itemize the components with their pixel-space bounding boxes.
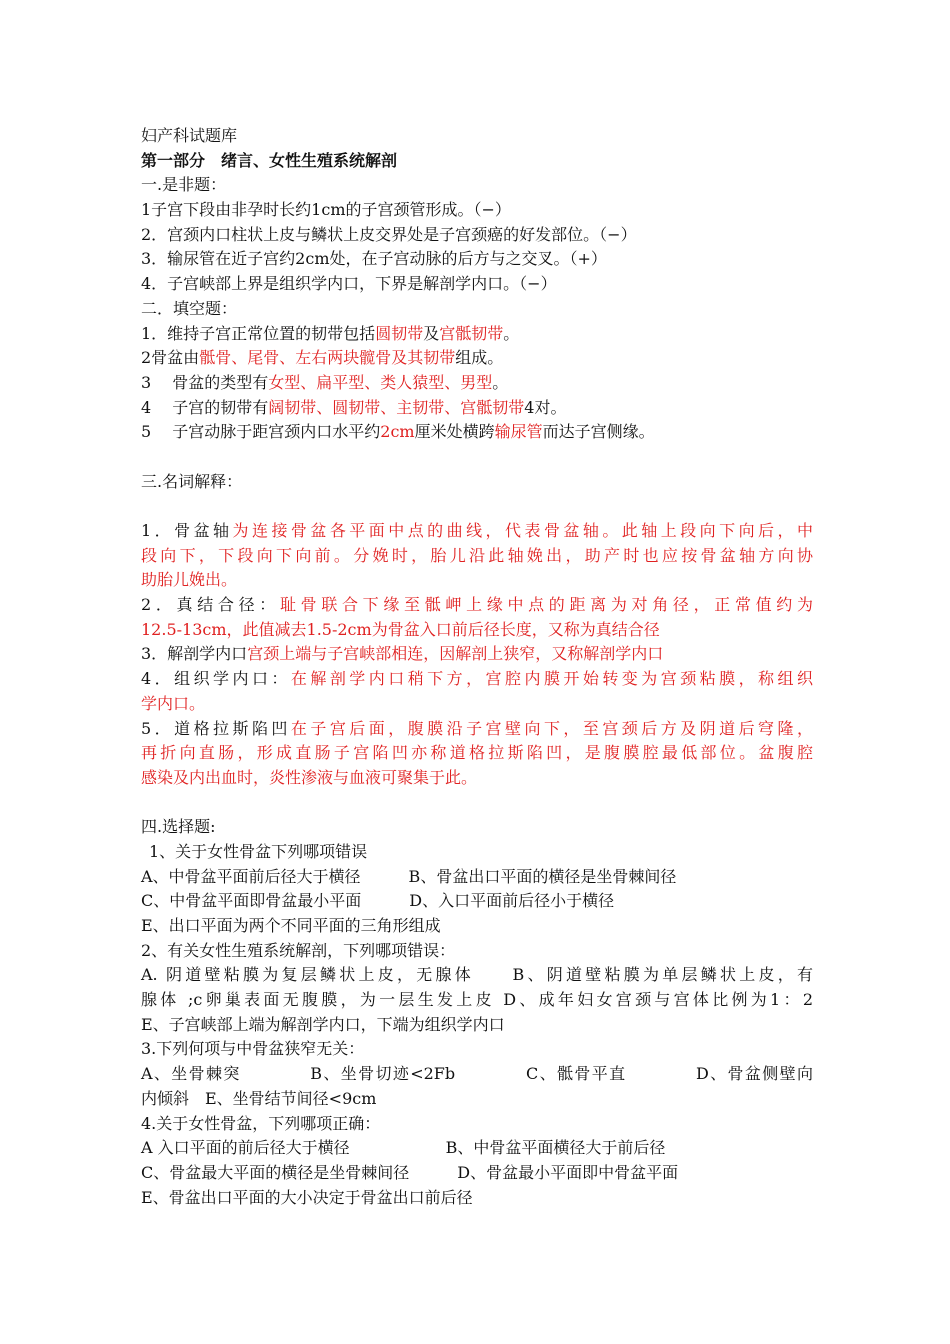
definition-1-line-3: 助胎儿娩出。 [141, 570, 238, 590]
fill-blank-item-3 [141, 371, 813, 396]
answer-text: 圆韧带 [375, 323, 424, 343]
question-text: 厘米处横跨 [414, 422, 495, 442]
term: 4．组织学内口： [141, 669, 291, 689]
choice-option-line: E、骨盆出口平面的大小决定于骨盆出口前后径 [141, 1187, 473, 1207]
spacer [141, 445, 813, 470]
choice-option-line: E、子宫峡部上端为解剖学内口，下端为组织学内口 [141, 1014, 505, 1034]
true-false-item-2: 2．宫颈内口柱状上皮与鳞状上皮交界处是子宫颈癌的好发部位。（−） [141, 224, 637, 244]
choice-question-1: 1、关于女性骨盆下列哪项错误 [149, 841, 368, 861]
choice-option-line: E、出口平面为两个不同平面的三角形组成 [141, 916, 441, 935]
answer-text: 宫骶韧带 [439, 323, 504, 343]
term: 2．真结合径： [141, 595, 280, 615]
answer-text: 女型、扁平型、类人猿型、男型 [268, 372, 493, 392]
question-text: 1．维持子宫正常位置的韧带包括 [141, 323, 376, 343]
definition-1-line-2: 段向下，下段向下向前。分娩时，胎儿沿此轴娩出，助产时也应按骨盆轴方向协 [141, 545, 813, 565]
choice-option-line: 腺体 ;c卵巢表面无腹膜，为一层生发上皮 D、成年妇女宫颈与宫体比例为1：2 [141, 990, 813, 1010]
fill-blank-item-4 [141, 396, 813, 421]
choice-option-line: A、坐骨棘突 B、坐骨切迹<2Fb C、骶骨平直 D、骨盆侧壁向 [141, 1064, 813, 1084]
section-heading-multiple-choice: 四.选择题: [141, 817, 216, 837]
question-text: 而达子宫侧缘。 [542, 422, 655, 442]
part-title: 第一部分 绪言、女性生殖系统解剖 [141, 150, 398, 170]
choice-option-line: A 入口平面的前后径大于横径 B、中骨盆平面横径大于前后径 [141, 1138, 666, 1158]
true-false-item-4: 4．子宫峡部上界是组织学内口，下界是解剖学内口。（−） [141, 274, 557, 294]
choice-option-line: C、中骨盆平面即骨盆最小平面 D、入口平面前后径小于横径 [141, 891, 615, 911]
definition-text: 在子宫后面，腹膜沿子宫壁向下，至宫颈后方及阴道后穹隆， [290, 718, 813, 738]
question-text: 。 [492, 372, 509, 392]
definition-text: 耻骨联合下缘至骶岬上缘中点的距离为对角径，正常值约为 [279, 595, 813, 615]
choice-option-line: 内倾斜 E、坐骨结节间径<9cm [141, 1088, 377, 1108]
definition-5-line-3: 感染及内出血时，炎性渗液与血液可聚集于此。 [141, 767, 478, 787]
definition-1-line-1 [141, 519, 813, 544]
definition-4-line-2: 学内口。 [141, 693, 206, 713]
question-text: 及 [423, 323, 440, 343]
choice-question-4: 4.关于女性骨盆，下列哪项正确： [141, 1113, 381, 1133]
answer-text: 2cm [380, 422, 415, 442]
choice-option-line: C、骨盆最大平面的横径是坐骨棘间径 D、骨盆最小平面即中骨盆平面 [141, 1162, 679, 1182]
question-text: 。 [503, 323, 520, 343]
question-text: 组成。 [455, 348, 504, 368]
doc-title: 妇产科试题库 [141, 126, 238, 145]
fill-blank-item-1 [141, 322, 813, 347]
fill-blank-item-2 [141, 346, 813, 371]
term: 1．骨盆轴 [141, 521, 233, 540]
definition-2-line-2: 12.5-13cm，此值减去1.5-2cm为骨盆入口前后径长度，又称为真结合径 [141, 619, 660, 639]
true-false-item-1: 1子宫下段由非孕时长约1cm的子宫颈管形成。（−） [141, 200, 511, 220]
definition-2-line-1 [141, 593, 813, 618]
spacer [141, 494, 813, 519]
term: 3．解剖学内口 [141, 644, 248, 664]
true-false-item-3: 3．输尿管在近子宫约2cm处，在子宫动脉的后方与之交叉。（+） [141, 249, 607, 269]
question-text: 2骨盆由 [141, 348, 200, 368]
question-text: 3 骨盆的类型有 [141, 372, 269, 392]
choice-option-line: A. 阴道壁粘膜为复层鳞状上皮，无腺体 B、阴道壁粘膜为单层鳞状上皮，有 [141, 965, 813, 985]
section-heading-fill-blank: 二．填空题： [141, 298, 238, 318]
question-text: 4对。 [524, 397, 567, 417]
definition-3-line-1 [141, 642, 813, 667]
section-heading-definitions: 三.名词解释： [141, 471, 243, 491]
choice-option-line: A、中骨盆平面前后径大于横径 B、骨盆出口平面的横径是坐骨棘间径 [141, 866, 677, 886]
answer-text: 输尿管 [494, 422, 543, 442]
choice-question-3: 3.下列何项与中骨盆狭窄无关： [141, 1039, 365, 1059]
section-heading-true-false: 一.是非题： [141, 175, 227, 195]
question-text: 4 子宫的韧带有 [141, 397, 269, 417]
answer-text: 骶骨、尾骨、左右两块髋骨及其韧带 [199, 348, 456, 368]
definition-text: 在解剖学内口稍下方，宫腔内膜开始转变为宫颈粘膜，称组织 [290, 669, 813, 689]
definition-text: 宫颈上端与子宫峡部相连，因解剖上狭窄，又称解剖学内口 [247, 644, 664, 664]
choice-question-2: 2、有关女性生殖系统解剖，下列哪项错误： [141, 940, 456, 960]
document-page [141, 124, 813, 1210]
definition-4-line-1 [141, 667, 813, 692]
answer-text: 阔韧带、圆韧带、主韧带、宫骶韧带 [268, 397, 525, 417]
fill-blank-item-5 [141, 420, 813, 445]
question-text: 5 子宫动脉于距宫颈内口水平约 [141, 422, 381, 442]
definition-text: 为连接骨盆各平面中点的曲线，代表骨盆轴。此轴上段向下向后，中 [232, 521, 813, 540]
definition-5-line-2: 再折向直肠，形成直肠子宫陷凹亦称道格拉斯陷凹，是腹膜腔最低部位。盆腹腔 [141, 743, 813, 763]
term: 5．道格拉斯陷凹 [141, 718, 291, 738]
definition-5-line-1 [141, 717, 813, 742]
spacer [141, 791, 813, 816]
